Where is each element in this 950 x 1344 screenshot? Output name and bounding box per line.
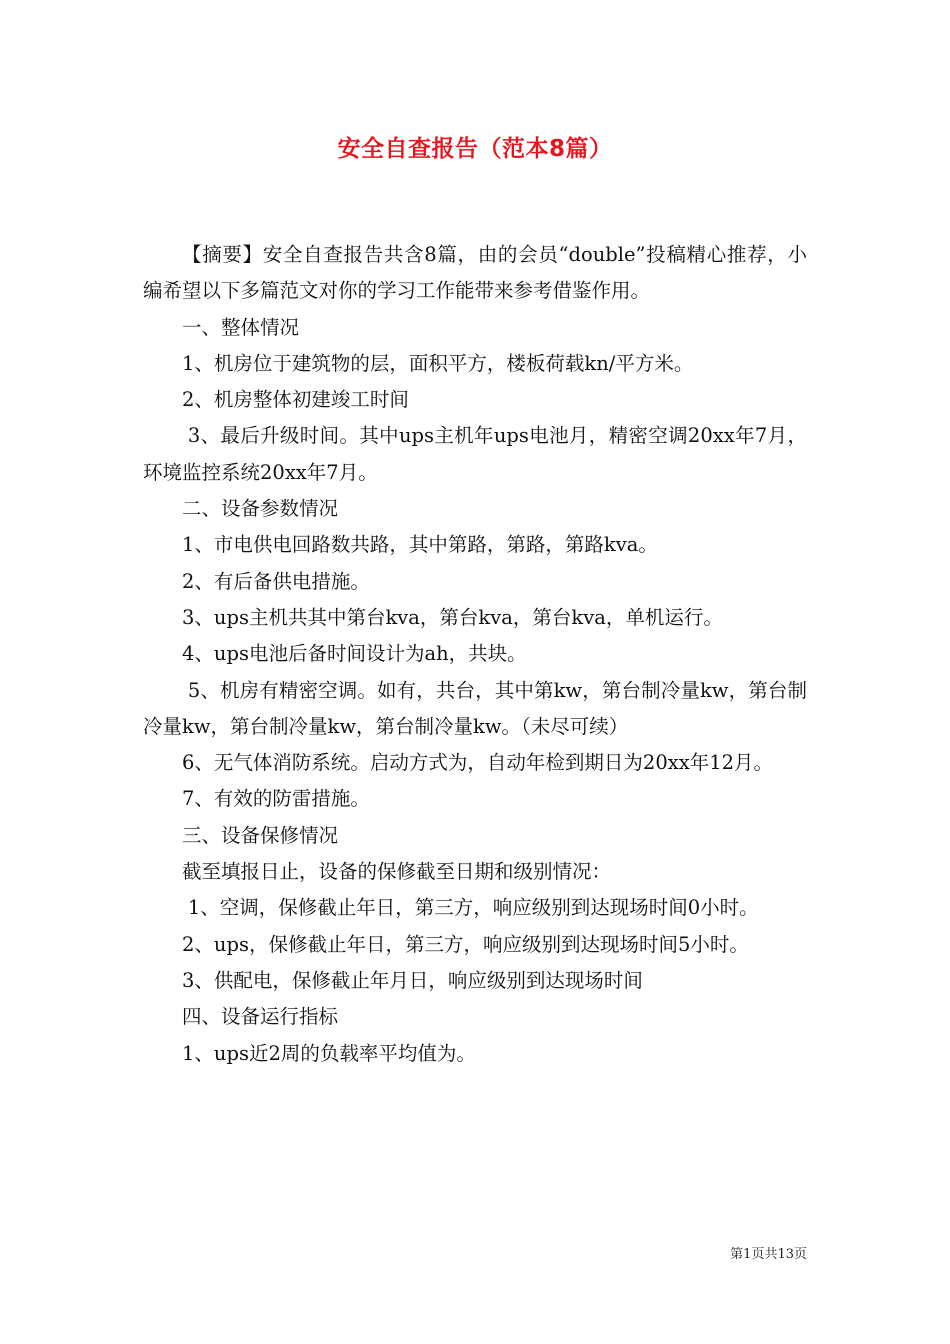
list-item: 2、ups，保修截止年日，第三方，响应级别到达现场时间5小时。 bbox=[182, 932, 749, 956]
list-item: 3、ups主机共其中第台kva，第台kva，第台kva，单机运行。 bbox=[182, 605, 723, 629]
section-heading: 二、设备参数情况 bbox=[182, 497, 339, 521]
document-body bbox=[143, 237, 807, 1072]
section-heading: 三、设备保修情况 bbox=[182, 823, 339, 847]
list-item: 2、有后备供电措施。 bbox=[182, 569, 370, 593]
section-heading: 一、整体情况 bbox=[182, 315, 300, 339]
list-intro: 截至填报日止，设备的保修截至日期和级别情况： bbox=[182, 860, 612, 884]
list-item: 7、有效的防雷措施。 bbox=[182, 787, 370, 811]
list-item: 1、机房位于建筑物的层，面积平方，楼板荷载kn/平方米。 bbox=[182, 351, 694, 375]
list-item: 1、空调，保修截止年日，第三方，响应级别到达现场时间0小时。 bbox=[187, 896, 759, 920]
list-item: 5、机房有精密空调。如有，共台，其中第kw，第台制冷量kw，第台制冷量kw，第台制冷量kw，第台制冷量kw。（未尽可续） bbox=[143, 678, 807, 738]
document-title: 安全自查报告（范本8篇） bbox=[337, 136, 613, 162]
list-item: 4、ups电池后备时间设计为ah，共块。 bbox=[182, 642, 527, 666]
list-item: 2、机房整体初建竣工时间 bbox=[182, 388, 409, 412]
section-heading: 四、设备运行指标 bbox=[182, 1005, 339, 1029]
list-item: 1、市电供电回路数共路，其中第路，第路，第路kva。 bbox=[182, 533, 658, 557]
list-item: 6、无气体消防系统。启动方式为，自动年检到期日为20xx年12月。 bbox=[182, 751, 774, 775]
page-number-footer: 第1页共13页 bbox=[730, 1247, 807, 1262]
abstract-paragraph: 【摘要】安全自查报告共含8篇，由的会员“double”投稿精心推荐，小编希望以下多篇范文对你的学习工作能带来参考借鉴作用。 bbox=[143, 243, 807, 303]
list-item: 1、ups近2周的负载率平均值为。 bbox=[182, 1041, 476, 1065]
list-item: 3、供配电，保修截止年月日，响应级别到达现场时间 bbox=[182, 968, 643, 992]
list-item: 3、最后升级时间。其中ups主机年ups电池月，精密空调20xx年7月，环境监控系统20xx年7月。 bbox=[143, 424, 807, 484]
